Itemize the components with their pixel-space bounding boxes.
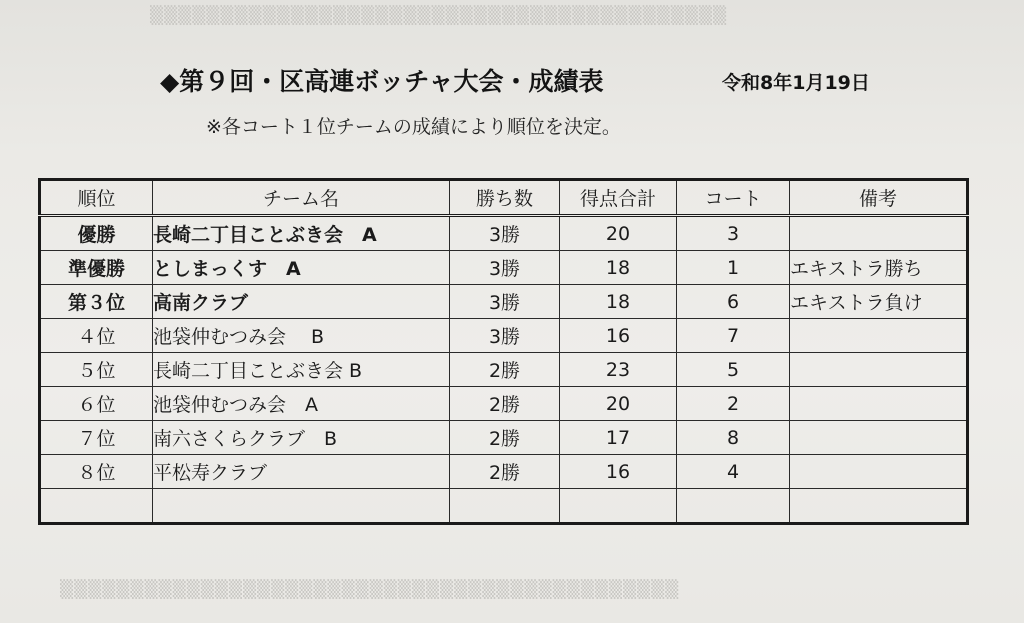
- remark-cell: [790, 319, 968, 353]
- remark-cell: [790, 421, 968, 455]
- remark-cell: [790, 455, 968, 489]
- empty-cell: [677, 489, 790, 524]
- court-cell: 3: [677, 216, 790, 251]
- court-cell: 4: [677, 455, 790, 489]
- wins-cell: 2勝: [450, 387, 560, 421]
- court-cell: 5: [677, 353, 790, 387]
- wins-cell: 3勝: [450, 251, 560, 285]
- empty-cell: [450, 489, 560, 524]
- empty-cell: [40, 489, 153, 524]
- court-cell: 6: [677, 285, 790, 319]
- rank-cell: ８位: [40, 455, 153, 489]
- points-cell: 16: [560, 455, 677, 489]
- team-cell: 長崎二丁目ことぶき会 B: [153, 353, 450, 387]
- header-team: チーム名: [153, 180, 450, 216]
- table-row: [40, 421, 968, 455]
- points-cell: 16: [560, 319, 677, 353]
- points-cell: 17: [560, 421, 677, 455]
- wins-cell: 2勝: [450, 455, 560, 489]
- team-cell: 南六さくらクラブ B: [153, 421, 450, 455]
- wins-cell: 3勝: [450, 285, 560, 319]
- wins-cell: 3勝: [450, 319, 560, 353]
- remark-cell: エキストラ勝ち: [790, 251, 968, 285]
- header-remark: 備考: [790, 180, 968, 216]
- rank-cell: 優勝: [40, 216, 153, 251]
- rank-cell: ４位: [40, 319, 153, 353]
- table-row: [40, 216, 968, 251]
- empty-cell: [790, 489, 968, 524]
- team-cell: 長崎二丁目ことぶき会 A: [153, 216, 450, 251]
- empty-cell: [560, 489, 677, 524]
- team-cell: 平松寿クラブ: [153, 455, 450, 489]
- points-cell: 18: [560, 285, 677, 319]
- court-cell: 2: [677, 387, 790, 421]
- rank-cell: ６位: [40, 387, 153, 421]
- ranking-note: ※各コート１位チームの成績により順位を決定。: [206, 116, 621, 138]
- remark-cell: [790, 353, 968, 387]
- court-cell: 8: [677, 421, 790, 455]
- table-header-row: [40, 180, 968, 216]
- court-cell: 7: [677, 319, 790, 353]
- points-cell: 23: [560, 353, 677, 387]
- team-cell: 池袋仲むつみ会 A: [153, 387, 450, 421]
- wins-cell: 2勝: [450, 353, 560, 387]
- rank-cell: ７位: [40, 421, 153, 455]
- header-rank: 順位: [40, 180, 153, 216]
- team-cell: 高南クラブ: [153, 285, 450, 319]
- rank-cell: 準優勝: [40, 251, 153, 285]
- table-row: [40, 251, 968, 285]
- table-row: [40, 353, 968, 387]
- remark-cell: エキストラ負け: [790, 285, 968, 319]
- points-cell: 18: [560, 251, 677, 285]
- header-wins: 勝ち数: [450, 180, 560, 216]
- bleed-through-text: ▒▒▒▒▒▒▒▒▒▒▒▒▒▒▒▒▒▒▒▒▒▒▒▒▒▒▒▒▒▒▒▒▒▒▒▒▒▒▒▒▒▒▒▒: [60, 580, 680, 600]
- court-cell: 1: [677, 251, 790, 285]
- results-table: [38, 178, 969, 525]
- rank-cell: ５位: [40, 353, 153, 387]
- wins-cell: 2勝: [450, 421, 560, 455]
- points-cell: 20: [560, 216, 677, 251]
- team-cell: としまっくす A: [153, 251, 450, 285]
- wins-cell: 3勝: [450, 216, 560, 251]
- header-court: コート: [677, 180, 790, 216]
- points-cell: 20: [560, 387, 677, 421]
- table-row: [40, 387, 968, 421]
- remark-cell: [790, 216, 968, 251]
- empty-cell: [153, 489, 450, 524]
- remark-cell: [790, 387, 968, 421]
- table-row: [40, 285, 968, 319]
- empty-table-row: [40, 489, 968, 524]
- bleed-through-text: ▒▒▒▒▒▒▒▒▒▒▒▒▒▒▒▒▒▒▒▒▒▒▒▒▒▒▒▒▒▒▒▒▒▒▒▒▒▒▒▒▒: [150, 6, 728, 26]
- team-cell: 池袋仲むつみ会 B: [153, 319, 450, 353]
- header-points: 得点合計: [560, 180, 677, 216]
- table-row: [40, 455, 968, 489]
- page-title: ◆第９回・区高連ボッチャ大会・成績表: [160, 67, 604, 96]
- rank-cell: 第３位: [40, 285, 153, 319]
- table-row: [40, 319, 968, 353]
- document-date: 令和8年1月19日: [722, 72, 870, 94]
